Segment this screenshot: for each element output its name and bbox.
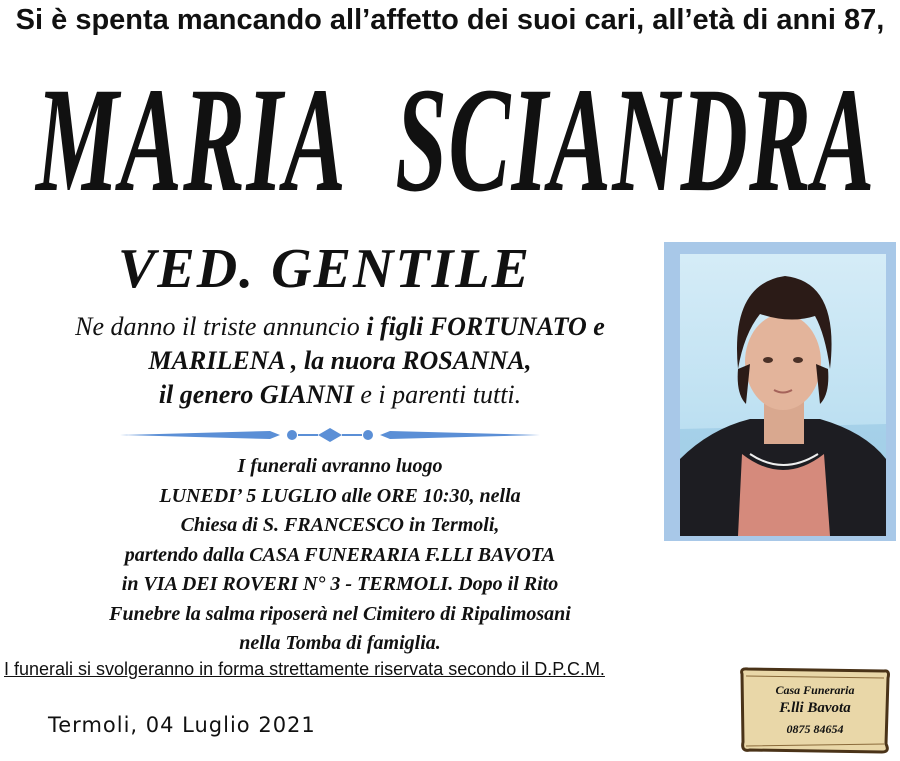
- married-name: VED. GENTILE: [118, 238, 531, 300]
- portrait-illustration: [680, 254, 886, 536]
- funeral-line: Funebre la salma riposerà nel Cimitero di Ripalimosani: [109, 602, 571, 625]
- funeral-details: [0, 452, 680, 659]
- logo-line-1: Casa Funeraria: [775, 683, 855, 697]
- deceased-name: [36, 48, 876, 233]
- funeral-line: I funerali avranno luogo: [237, 455, 443, 477]
- announcement: [20, 310, 660, 412]
- funeral-line: in VIA DEI ROVERI N° 3 - TERMOLI. Dopo il Rito: [121, 573, 559, 595]
- intro-line: Si è spenta mancando all’affetto dei suoi cari, all’età di anni 87,: [15, 4, 885, 36]
- announcement-children: i figli FORTUNATO e: [366, 312, 605, 341]
- logo-phone: 0875 84654: [786, 722, 844, 736]
- logo-line-2: F.lli Bavota: [779, 700, 851, 716]
- announcement-son-in-law: il genero GIANNI: [158, 380, 354, 409]
- announcement-intro: Ne danno il triste annuncio: [75, 312, 360, 341]
- funeral-line: LUNEDI’ 5 LUGLIO alle ORE 10:30, nella: [159, 484, 521, 507]
- funeral-line: nella Tomba di famiglia.: [239, 632, 441, 654]
- last-name: SCIANDRA: [395, 57, 876, 223]
- announcement-relatives: e i parenti tutti.: [360, 380, 522, 409]
- first-name: MARIA: [36, 57, 348, 223]
- ornamental-divider: [120, 426, 540, 444]
- funeral-line: Chiesa di S. FRANCESCO in Termoli,: [180, 514, 500, 536]
- dpcm-notice: I funerali si svolgeranno in forma strettamente riservata secondo il D.P.C.M.: [4, 659, 605, 679]
- place-date: Termoli, 04 Luglio 2021: [48, 713, 316, 737]
- portrait-photo: [680, 254, 886, 536]
- photo-frame: [664, 242, 896, 541]
- funeral-line: partendo dalla CASA FUNERARIA F.LLI BAVOTA: [124, 543, 556, 566]
- announcement-line-2: MARILENA , la nuora ROSANNA,: [148, 346, 532, 375]
- funeral-home-logo: [738, 666, 892, 755]
